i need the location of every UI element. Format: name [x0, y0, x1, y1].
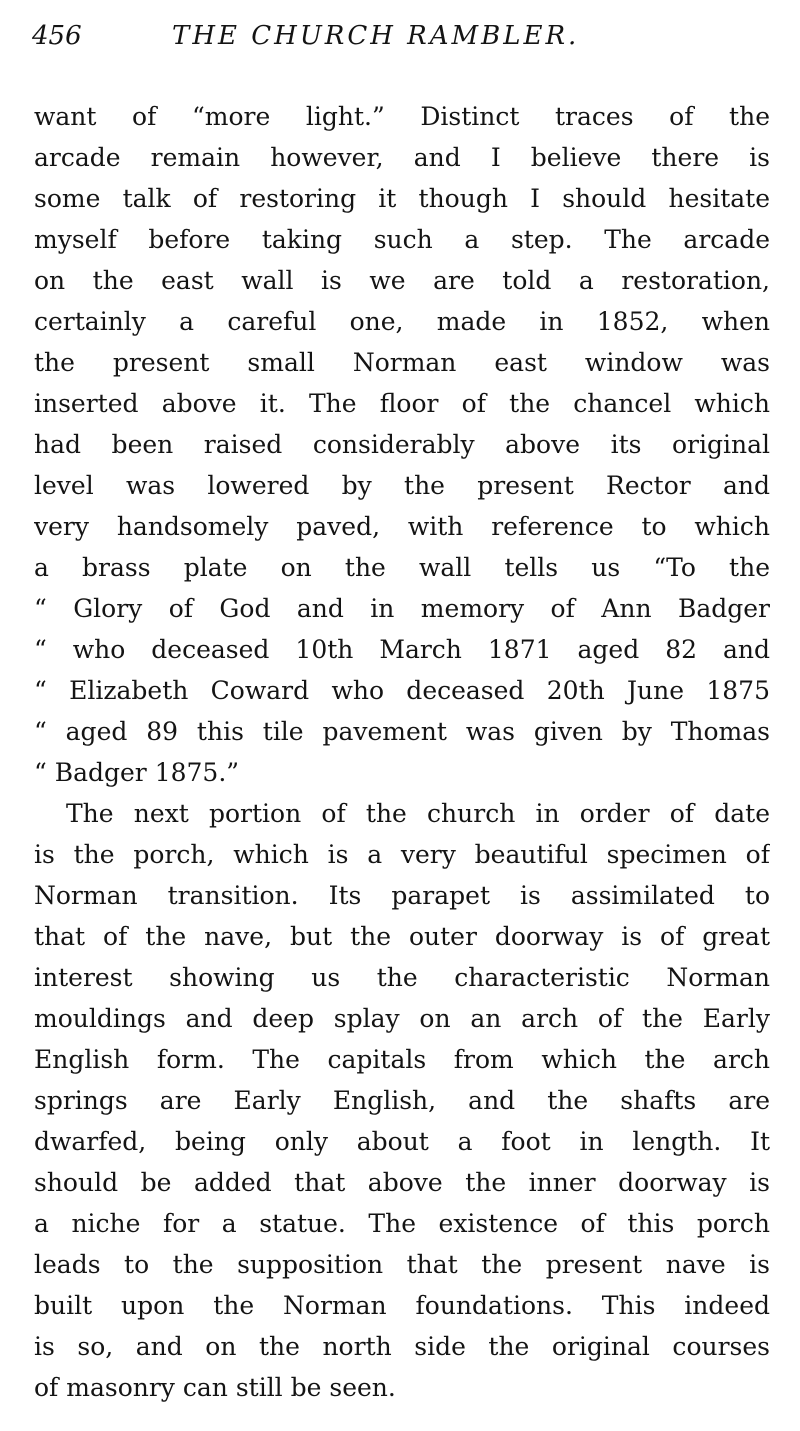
running-title: THE CHURCH RAMBLER. [172, 21, 580, 51]
text-line: “ aged 89 this tile pavement was given by Thomas [34, 717, 770, 746]
text-line: of masonry can still be seen. [34, 1373, 396, 1402]
text-line: level was lowered by the present Rector and [34, 471, 770, 500]
text-line: on the east wall is we are told a restoration, [34, 266, 770, 295]
text-line: “ Glory of God and in memory of Ann Badger [34, 594, 770, 623]
text-line: myself before taking such a step. The arcade [34, 225, 770, 254]
page-header [32, 18, 772, 58]
text-line: is the porch, which is a very beautiful specimen of [34, 840, 770, 869]
page-number: 456 [32, 21, 82, 51]
paragraph [34, 96, 770, 793]
text-line: a niche for a statue. The existence of this porch [34, 1209, 770, 1238]
text-line: a brass plate on the wall tells us “To the [34, 553, 770, 582]
text-line: built upon the Norman foundations. This indeed [34, 1291, 770, 1320]
text-line: The next portion of the church in order of date [66, 799, 770, 828]
text-line: interest showing us the characteristic Norman [34, 963, 770, 992]
text-line: springs are Early English, and the shafts are [34, 1086, 770, 1115]
text-line: “ Badger 1875.” [34, 758, 240, 787]
text-line: “ who deceased 10th March 1871 aged 82 and [34, 635, 770, 664]
text-line: certainly a careful one, made in 1852, when [34, 307, 770, 336]
paragraph [34, 793, 770, 1408]
text-line: inserted above it. The floor of the chancel which [34, 389, 770, 418]
text-line: is so, and on the north side the original courses [34, 1332, 770, 1361]
text-line: leads to the supposition that the present nave is [34, 1250, 770, 1279]
text-line: should be added that above the inner doorway is [34, 1168, 770, 1197]
text-line: Norman transition. Its parapet is assimilated to [34, 881, 770, 910]
body-text [34, 96, 770, 1408]
text-line: some talk of restoring it though I should hesitate [34, 184, 770, 213]
text-line: the present small Norman east window was [34, 348, 770, 377]
text-line: “ Elizabeth Coward who deceased 20th June 1875 [34, 676, 770, 705]
text-line: arcade remain however, and I believe there is [34, 143, 770, 172]
text-line: mouldings and deep splay on an arch of the Early [34, 1004, 770, 1033]
text-line: dwarfed, being only about a foot in length. It [34, 1127, 770, 1156]
text-line: English form. The capitals from which the arch [34, 1045, 770, 1074]
text-line: want of “more light.” Distinct traces of the [34, 102, 770, 131]
text-line: had been raised considerably above its original [34, 430, 770, 459]
text-line: that of the nave, but the outer doorway is of great [34, 922, 770, 951]
text-line: very handsomely paved, with reference to which [34, 512, 770, 541]
